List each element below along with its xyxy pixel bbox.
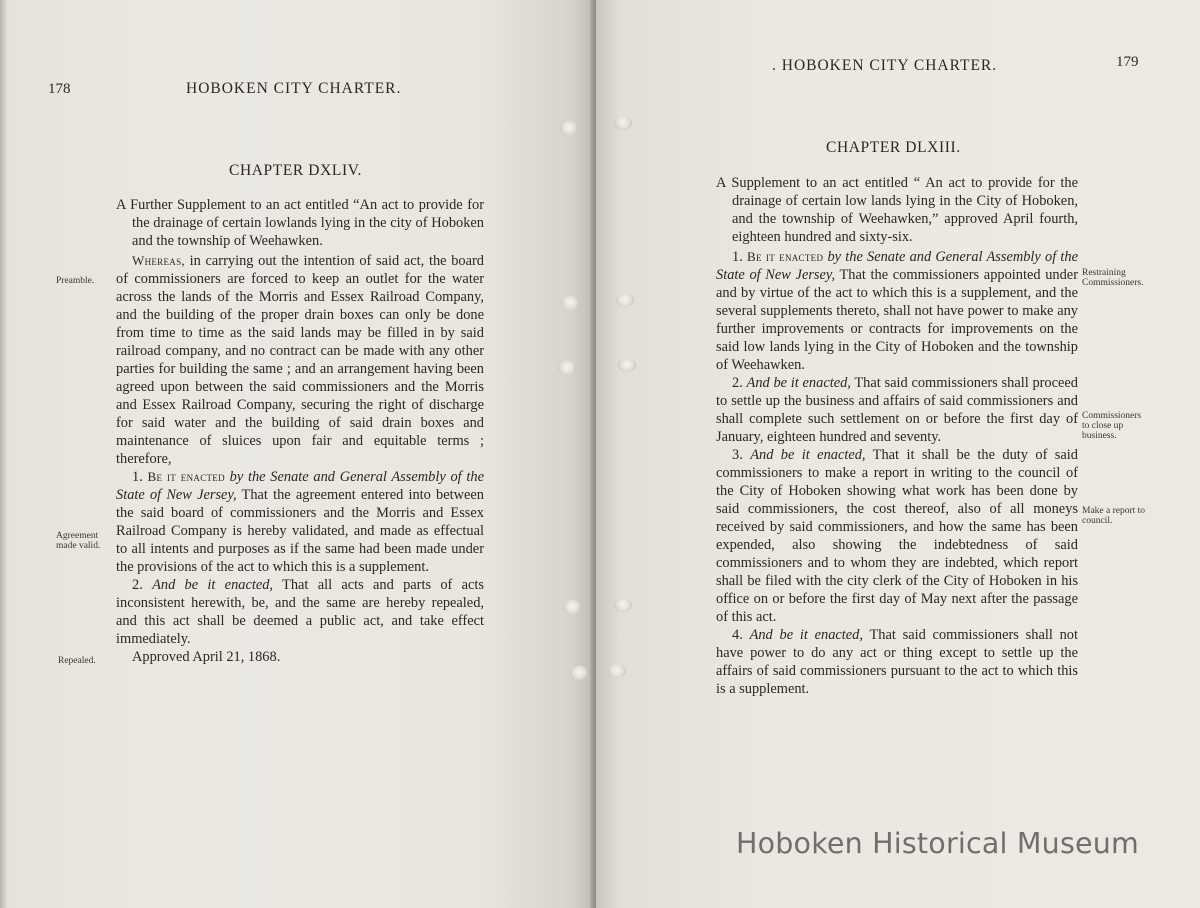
enacting-authority: by the Senate and General Assembly of the State of New Jersey, — [716, 249, 1078, 283]
section-3 — [716, 446, 1078, 626]
section-number: 1. — [132, 469, 143, 485]
margin-note-restraining: Restraining Commissioners. — [1082, 268, 1144, 288]
section-1 — [716, 248, 1078, 374]
section-1 — [116, 468, 484, 576]
margin-note-settle: Commissioners to close up business. — [1082, 411, 1142, 441]
section-number: 4. — [732, 627, 743, 643]
section-number: 2. — [732, 375, 743, 391]
section-text: That the agreement entered into between the said board of commissioners and the Morris and Essex Railroad Company is hereby validated, and made as effectual to all intents and purposes as if the same had been made under the provisions of the act to which this is a supplement. — [116, 487, 484, 575]
enacting-clause: Be it enacted — [747, 249, 824, 264]
enacting-clause: And be it enacted, — [746, 375, 851, 391]
enacting-authority: by the Senate and General Assembly of the State of New Jersey, — [116, 469, 484, 503]
binding-hole — [570, 666, 588, 680]
margin-note-report: Make a report to council. — [1082, 506, 1146, 526]
binding-hole — [558, 361, 576, 375]
margin-note-repealed: Repealed. — [58, 656, 96, 666]
binding-hole — [563, 600, 581, 614]
chapter-title: CHAPTER DXLIV. — [229, 162, 362, 179]
page-number: 179 — [1116, 54, 1139, 70]
section-number: 2. — [132, 577, 143, 593]
section-text: That it shall be the duty of said commissioners to make a report in writing to the council of the City of Hoboken showing what work has been done by said commissioners, the cost thereof, also of all moneys received by said commissioners, and how the same has been expended, also showing the indebtedness of said commissioners and to whom they are indebted, which report shall be filed with the city clerk of the City of Hoboken in his office on or before the first day of May next after the passage of this act. — [716, 447, 1078, 625]
preamble-paragraph — [116, 252, 484, 468]
act-title: A Supplement to an act entitled “ An act to provide for the drainage of certain low lands lying in the City of Hoboken, and the township of Weehawken,” approved April fourth, eighteen hundred and sixty-six. — [716, 175, 1078, 245]
binding-hole — [616, 293, 634, 307]
binding-hole — [561, 296, 579, 310]
binding-hole — [608, 664, 626, 678]
section-text: That said commissioners shall not have power to do any act or thing except to settle up the affairs of said commissioners pursuant to the act to which this is a supplement. — [716, 627, 1078, 697]
section-2 — [116, 576, 484, 648]
section-number: 1. — [732, 249, 743, 265]
section-4 — [716, 626, 1078, 698]
enacting-clause: And be it enacted, — [152, 577, 274, 593]
act-title: A Further Supplement to an act entitled “An act to provide for the drainage of certain lowlands lying in the city of Hoboken and the township of Weehawken. — [116, 197, 484, 249]
margin-note-preamble: Preamble. — [56, 276, 95, 286]
running-head: HOBOKEN CITY CHARTER. — [186, 80, 402, 97]
margin-note-agreement: Agreement made valid. — [56, 531, 101, 551]
preamble-lead: Whereas, — [132, 253, 185, 268]
binding-hole — [614, 116, 632, 130]
section-text: That said commissioners shall proceed to settle up the business and affairs of said commissioners and shall complete such settlement on or before the first day of January, eighteen hundred and seventy. — [716, 375, 1078, 445]
section-text: That the commissioners appointed under and by virtue of the act to which this is a supplement, and the several supplements thereto, shall not have power to make any further improvements or contracts for improvements on the said low lands lying in the City of Hoboken and the township of Weehawken. — [716, 267, 1078, 373]
binding-hole — [618, 358, 636, 372]
enacting-clause: Be it enacted — [147, 469, 225, 484]
museum-watermark: Hoboken Historical Museum — [736, 827, 1139, 860]
section-number: 3. — [732, 447, 743, 463]
binding-hole — [560, 121, 578, 135]
left-body — [116, 196, 484, 666]
binding-hole — [614, 598, 632, 612]
section-2 — [716, 374, 1078, 446]
left-page — [0, 0, 594, 908]
enacting-clause: And be it enacted, — [749, 627, 863, 643]
enacting-clause: And be it enacted, — [750, 447, 866, 463]
section-text: That all acts and parts of acts inconsistent herewith, be, and the same are hereby repealed, and this act shall be deemed a public act, and take effect immediately. — [116, 577, 484, 647]
running-head: . HOBOKEN CITY CHARTER. — [772, 57, 998, 74]
right-body — [716, 174, 1078, 698]
page-number: 178 — [48, 81, 71, 97]
right-page — [596, 0, 1200, 908]
approved-line: Approved April 21, 1868. — [132, 649, 281, 665]
page-edge-shadow — [0, 0, 8, 908]
chapter-title: CHAPTER DLXIII. — [826, 139, 961, 156]
preamble-text: in carrying out the intention of said act, the board of commissioners are forced to keep an outlet for the water across the lands of the Morris and Essex Railroad Company, and the building of the proper drain boxes can only be done from time to time as the said lands may be filled in by said railroad company, and no contract can be made with any other parties for building the same ; and an arrangement having been agreed upon between the said commissioners and the Morris and Essex Railroad Company, securing the right of discharge for said water and the building of said drain boxes and maintenance of sluices upon fair and equitable terms ; therefore, — [116, 253, 484, 467]
